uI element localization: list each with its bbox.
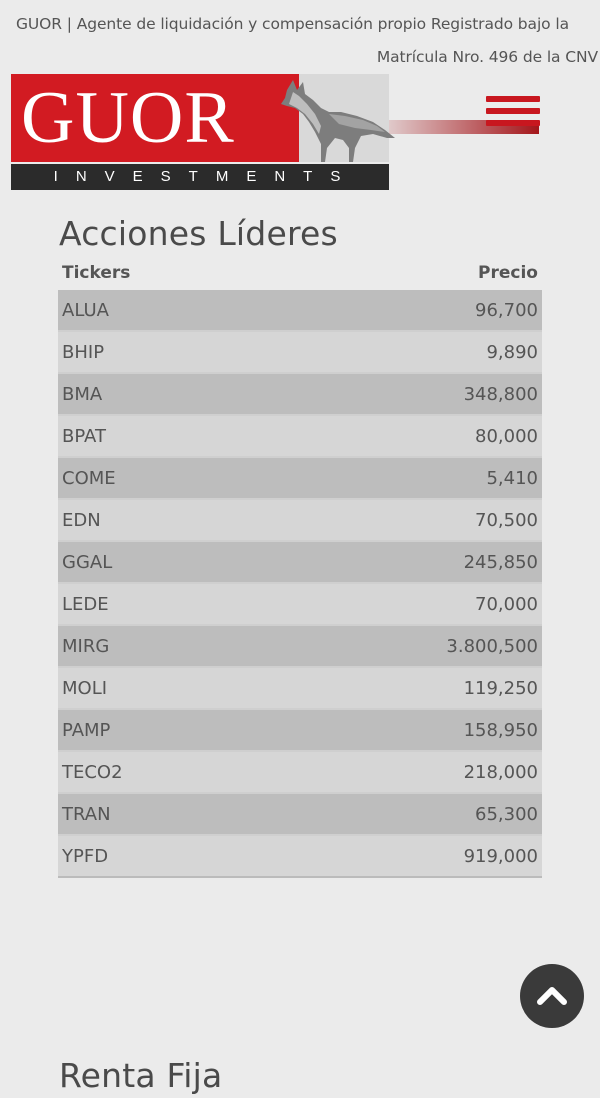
table-row bbox=[58, 794, 542, 836]
table-row bbox=[58, 332, 542, 374]
table-row bbox=[58, 584, 542, 626]
price-cell: 96,700 bbox=[475, 299, 538, 321]
price-cell: 158,950 bbox=[463, 719, 538, 741]
price-cell: 9,890 bbox=[486, 341, 538, 363]
acciones-table bbox=[58, 256, 542, 878]
header-disclaimer bbox=[0, 8, 600, 74]
col-ticker-header: Tickers bbox=[62, 263, 131, 283]
table-row bbox=[58, 710, 542, 752]
price-cell: 348,800 bbox=[463, 383, 538, 405]
table-row bbox=[58, 668, 542, 710]
ticker-cell: EDN bbox=[62, 509, 101, 531]
table-row bbox=[58, 542, 542, 584]
disclaimer-line-1: GUOR | Agente de liquidación y compensación propio Registrado bajo la bbox=[16, 15, 569, 33]
ticker-cell: MOLI bbox=[62, 677, 108, 699]
ticker-cell: COME bbox=[62, 467, 116, 489]
disclaimer-line-2: Matrícula Nro. 496 de la CNV bbox=[376, 48, 598, 66]
price-cell: 80,000 bbox=[475, 425, 538, 447]
price-cell: 218,000 bbox=[463, 761, 538, 783]
scroll-top-button[interactable] bbox=[520, 964, 584, 1028]
ticker-cell: YPFD bbox=[62, 845, 109, 867]
price-cell: 119,250 bbox=[463, 677, 538, 699]
ticker-cell: BHIP bbox=[62, 341, 105, 363]
ticker-cell: TECO2 bbox=[62, 761, 123, 783]
table-row bbox=[58, 374, 542, 416]
logo-brand-text: GUOR bbox=[21, 77, 235, 159]
ticker-cell: ALUA bbox=[62, 299, 109, 321]
menu-bar bbox=[486, 120, 540, 126]
logo-sub-text: INVESTMENTS bbox=[53, 168, 359, 185]
table-row bbox=[58, 290, 542, 332]
ticker-cell: LEDE bbox=[62, 593, 109, 615]
hamburger-menu-icon[interactable] bbox=[486, 94, 540, 138]
fox-icon bbox=[269, 78, 399, 164]
table-body bbox=[58, 290, 542, 878]
renta-fija-title: Renta Fija bbox=[59, 1056, 223, 1095]
table-row bbox=[58, 500, 542, 542]
chevron-up-icon bbox=[536, 982, 568, 1010]
price-cell: 5,410 bbox=[486, 467, 538, 489]
table-row bbox=[58, 752, 542, 794]
price-cell: 70,000 bbox=[475, 593, 538, 615]
guor-logo[interactable] bbox=[11, 74, 389, 190]
ticker-cell: GGAL bbox=[62, 551, 113, 573]
col-price-header: Precio bbox=[478, 263, 538, 283]
price-cell: 65,300 bbox=[475, 803, 538, 825]
ticker-cell: MIRG bbox=[62, 635, 110, 657]
price-cell: 919,000 bbox=[463, 845, 538, 867]
price-cell: 70,500 bbox=[475, 509, 538, 531]
price-cell: 245,850 bbox=[463, 551, 538, 573]
table-row bbox=[58, 458, 542, 500]
ticker-cell: PAMP bbox=[62, 719, 111, 741]
ticker-cell: BMA bbox=[62, 383, 103, 405]
ticker-cell: BPAT bbox=[62, 425, 106, 447]
acciones-title: Acciones Líderes bbox=[59, 214, 338, 253]
table-row bbox=[58, 626, 542, 668]
menu-bar bbox=[486, 108, 540, 114]
price-cell: 3.800,500 bbox=[446, 635, 538, 657]
table-row bbox=[58, 836, 542, 878]
table-row bbox=[58, 416, 542, 458]
menu-bar bbox=[486, 96, 540, 102]
table-header bbox=[58, 256, 542, 290]
ticker-cell: TRAN bbox=[62, 803, 111, 825]
